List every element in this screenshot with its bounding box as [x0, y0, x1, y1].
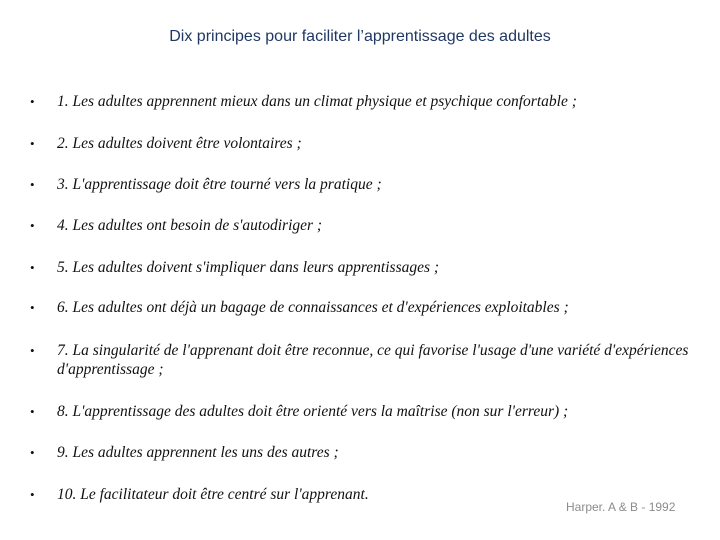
bullet-icon: •	[30, 445, 35, 460]
list-item	[30, 92, 690, 111]
bullet-icon: •	[30, 404, 35, 419]
bullet-icon: •	[30, 487, 35, 502]
bullet-icon: •	[30, 94, 35, 109]
list-item	[30, 175, 690, 194]
list-item	[30, 258, 690, 277]
slide-title: Dix principes pour faciliter l’apprentissage des adultes	[169, 28, 551, 45]
list-item-text: 3. L'apprentissage doit être tourné vers la pratique ;	[57, 176, 382, 193]
bullet-icon: •	[30, 343, 35, 358]
bullet-icon: •	[30, 218, 35, 233]
bullet-icon: •	[30, 300, 35, 315]
bullet-icon: •	[30, 177, 35, 192]
list-item	[30, 216, 690, 235]
list-item-text: 6. Les adultes ont déjà un bagage de connaissances et d'expériences exploitables ;	[57, 299, 569, 316]
list-item-text: 5. Les adultes doivent s'impliquer dans leurs apprentissages ;	[57, 259, 440, 276]
source-citation: Harper. A & B - 1992	[566, 500, 676, 514]
list-item-text: 10. Le facilitateur doit être centré sur l'apprenant.	[57, 486, 369, 503]
bullet-icon: •	[30, 260, 35, 275]
list-item-text: 4. Les adultes ont besoin de s'autodiriger ;	[57, 217, 323, 234]
list-item-text: 1. Les adultes apprennent mieux dans un climat physique et psychique confortable ;	[57, 93, 577, 110]
list-item-text: 9. Les adultes apprennent les uns des autres ;	[57, 444, 339, 461]
list-item-text: 8. L'apprentissage des adultes doit être orienté vers la maîtrise (non sur l'erreur) ;	[57, 403, 569, 420]
list-item	[30, 341, 690, 379]
list-item-text: 7. La singularité de l'apprenant doit être reconnue, ce qui favorise l'usage d'une variété d'expériences d'apprentissage ;	[57, 342, 689, 378]
list-item	[30, 298, 690, 317]
list-item	[30, 402, 690, 421]
bullet-icon: •	[30, 136, 35, 151]
list-item	[30, 443, 690, 462]
list-item-text: 2. Les adultes doivent être volontaires ;	[57, 135, 302, 152]
list-item	[30, 134, 690, 153]
